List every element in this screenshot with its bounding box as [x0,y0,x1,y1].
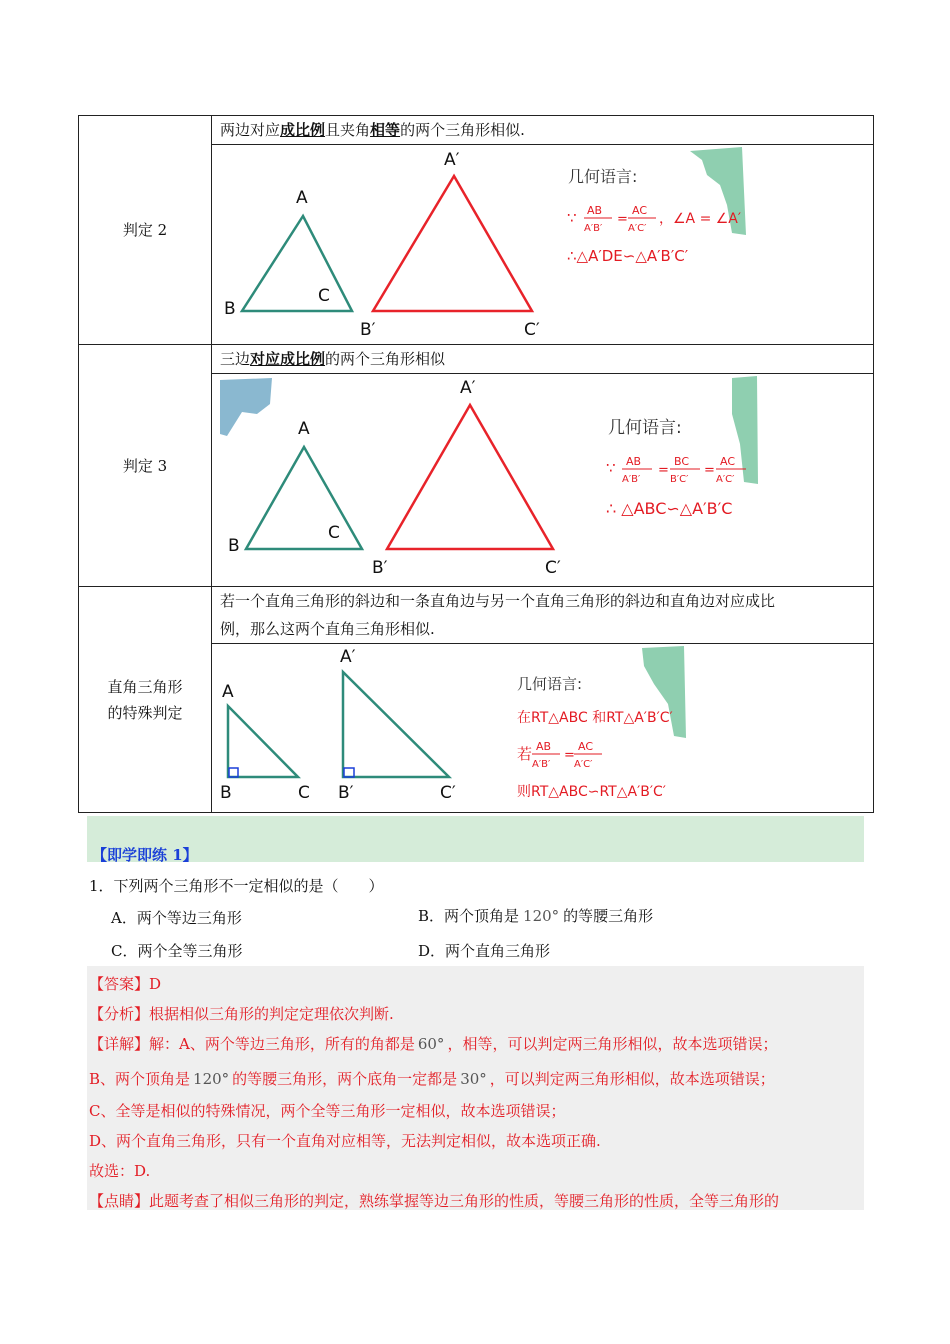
exercise-section-bar [87,816,864,862]
small-right-triangle [228,706,298,777]
answer-line: 【答案】D [89,975,162,993]
rule-3-figure [212,374,874,587]
svg-text:A′C′: A′C′ [574,759,593,770]
svg-text:AC: AC [578,740,594,753]
decorative-map-patch [732,376,758,484]
detail-line-c: C、全等是相似的特殊情况，两个全等三角形一定相似，故本选项错误； [89,1102,566,1120]
vertex-B: B [220,783,232,803]
svg-text:∵: ∵ [567,209,577,227]
analysis-line: 【分析】根据相似三角形的判定定理依次判断. [89,1005,394,1023]
rule-2-figure [212,145,874,345]
vertex-A-prime: A′ [444,150,460,170]
svg-text:，∠A = ∠A′: ，∠A = ∠A′ [659,211,742,227]
svg-text:A′C′: A′C′ [716,474,735,485]
vertex-A: A [222,682,234,702]
rule-rt-diagram [212,644,874,812]
vertex-A: A [298,419,310,439]
decorative-map-patch-left [220,378,272,436]
vertex-C: C [318,286,330,306]
small-triangle [242,216,352,311]
vertex-C-prime: C′ [524,320,540,340]
svg-text:=: = [704,463,715,478]
vertex-C: C [328,523,340,543]
rule-2-text: 两边对应成比例且夹角相等的两个三角形相似. [212,116,874,145]
small-triangle [246,447,362,549]
geo-line-3: 则RT△ABC∽RT△A′B′C′ [517,784,666,800]
svg-text:AC: AC [720,455,736,468]
vertex-A-prime: A′ [460,378,476,398]
svg-text:AB: AB [587,204,603,217]
vertex-C: C [298,783,310,803]
geo-line-1 [606,455,746,485]
vertex-B-prime: B′ [372,558,388,578]
option-a: A．两个等边三角形 [111,909,242,927]
vertex-C-prime: C′ [545,558,561,578]
geo-line-1 [567,204,741,234]
vertex-C-prime: C′ [440,783,456,803]
comment-line: 【点睛】此题考查了相似三角形的判定，熟练掌握等边三角形的性质，等腰三角形的性质，全等三角形的 [89,1192,780,1210]
svg-text:AB: AB [536,740,552,753]
vertex-B: B [224,299,236,319]
detail-line-d: D、两个直角三角形，只有一个直角对应相等，无法判定相似，故本选项正确. [89,1132,601,1150]
svg-text:A′B′: A′B′ [622,474,641,485]
svg-text:=: = [617,212,628,227]
rule-2-diagram [212,145,874,344]
detail-line-a: 【详解】解：A、两个等边三角形，所有的角都是 60° ，相等，可以判定两三角形相似，故本选项错误； [89,1035,778,1053]
exercise-title: 【即学即练 1】 [92,846,198,864]
geo-title: 几何语言: [608,418,682,438]
large-triangle [373,176,532,311]
svg-text:A′C′: A′C′ [628,223,647,234]
right-angle-mark [229,768,238,777]
detail-line-b: B、两个顶角是 120° 的等腰三角形，两个底角一定都是 30° ，可以判定两三角形相似，故本选项错误； [89,1070,775,1088]
similarity-rules-table [78,115,874,813]
option-b: B．两个顶角是 120° 的等腰三角形 [418,907,654,925]
rule-3-text: 三边对应成比例的两个三角形相似 [212,345,874,374]
option-d: D．两个直角三角形 [418,942,551,960]
geo-line-2: ∴△A′DE∽△A′B′C′ [567,247,689,265]
vertex-A: A [296,188,308,208]
vertex-B-prime: B′ [338,783,354,803]
vertex-B: B [228,536,240,556]
right-angle-mark [344,768,354,777]
geo-line-1: 在RT△ABC 和RT△A′B′C′ [517,710,673,726]
svg-text:A′B′: A′B′ [532,759,551,770]
vertex-B-prime: B′ [360,320,376,340]
svg-text:=: = [564,748,575,763]
geo-title: 几何语言: [568,167,638,186]
svg-text:A′B′: A′B′ [584,223,603,234]
large-triangle [387,405,553,549]
rule-rt-figure [212,644,874,813]
svg-text:AC: AC [632,204,648,217]
rule-rt-label: 直角三角形 的特殊判定 [79,587,212,813]
question-text: 1．下列两个三角形不一定相似的是（ ） [89,877,384,895]
geo-title: 几何语言: [517,675,583,693]
option-c: C．两个全等三角形 [111,942,243,960]
vertex-A-prime: A′ [340,647,356,667]
svg-text:B′C′: B′C′ [670,474,689,485]
svg-text:∵: ∵ [606,459,616,477]
svg-text:BC: BC [674,455,690,468]
rule-3-diagram [212,374,874,586]
svg-text:AB: AB [626,455,642,468]
svg-text:=: = [658,463,669,478]
rule-rt-text: 若一个直角三角形的斜边和一条直角边与另一个直角三角形的斜边和直角边对应成比 例，那么这两个直角三角形相似. [212,587,874,644]
svg-text:若: 若 [517,745,533,763]
geo-line-2 [517,740,602,770]
choice-line: 故选：D. [89,1162,151,1180]
rule-2-label: 判定 2 [79,116,212,345]
large-right-triangle [343,672,449,777]
rule-3-label: 判定 3 [79,345,212,587]
geo-line-2: ∴ △ABC∽△A′B′C [606,499,733,518]
